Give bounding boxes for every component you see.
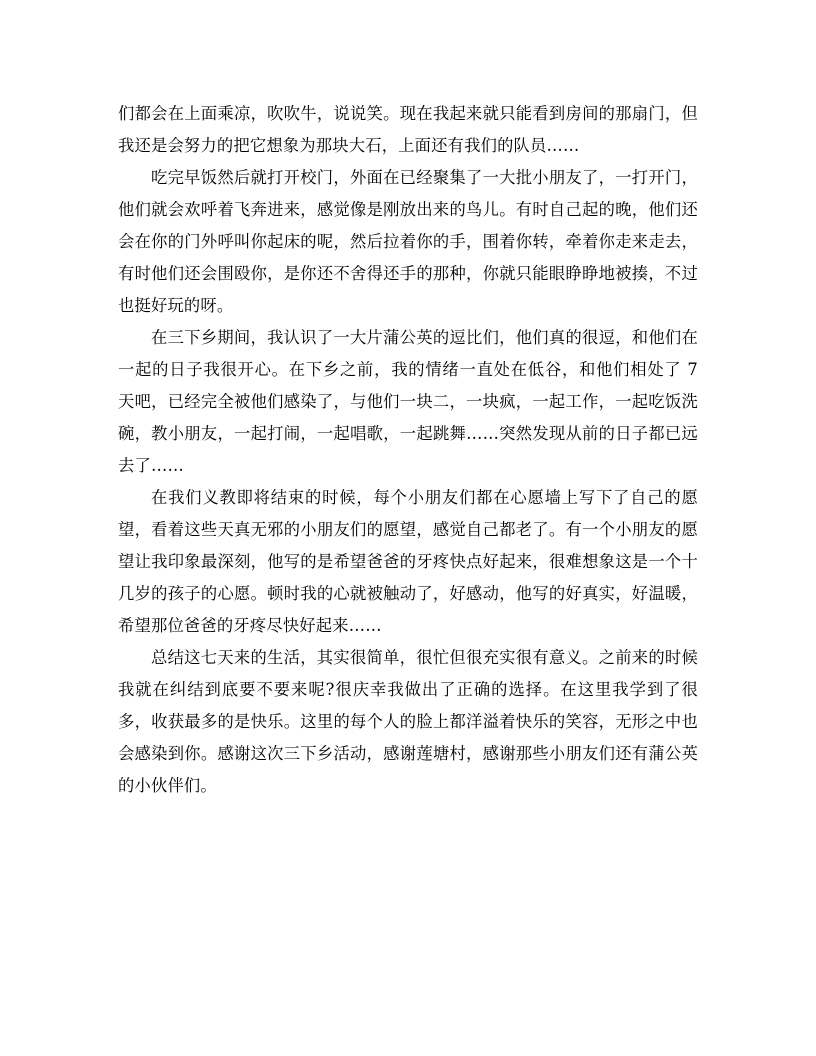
paragraph-2: 吃完早饭然后就打开校门，外面在已经聚集了一大批小朋友了，一打开门，他们就会欢呼着飞奔进来，感觉像是刚放出来的鸟儿。有时自己起的晚，他们还会在你的门外呼叫你起床的呢，然后拉着你的手，围着你转，牵着你走来走去，有时他们还会围殴你，是你还不舍得还手的那种，你就只能眼睁睁地被揍，不过也挺好玩的呀。	[118, 168, 698, 315]
paragraph-1: 们都会在上面乘凉，吹吹牛，说说笑。现在我起来就只能看到房间的那扇门，但我还是会努力的把它想象为那块大石，上面还有我们的队员……	[118, 104, 698, 155]
paragraph-4: 在我们义教即将结束的时候，每个小朋友们都在心愿墙上写下了自己的愿望，看着这些天真无邪的小朋友们的愿望，感觉自己都老了。有一个小朋友的愿望让我印象最深刻，他写的是希望爸爸的牙疼快点好起来，很难想象这是一个十几岁的孩子的心愿。顿时我的心就被触动了，好感动，他写的好真实，好温暖，希望那位爸爸的牙疼尽快好起来……	[118, 488, 698, 635]
paragraph-3: 在三下乡期间，我认识了一大片蒲公英的逗比们，他们真的很逗，和他们在一起的日子我很开心。在下乡之前，我的情绪一直处在低谷，和他们相处了 7 天吧，已经完全被他们感染了，与他们一块二，一块疯，一起工作，一起吃饭洗碗，教小朋友，一起打闹，一起唱歌，一起跳舞……突然发现从前的日子都已远去了……	[118, 328, 698, 475]
document-body	[118, 98, 698, 802]
paragraph-5: 总结这七天来的生活，其实很简单，很忙但很充实很有意义。之前来的时候我就在纠结到底要不要来呢?很庆幸我做出了正确的选择。在这里我学到了很多，收获最多的是快乐。这里的每个人的脸上都洋溢着快乐的笑容，无形之中也会感染到你。感谢这次三下乡活动，感谢莲塘村，感谢那些小朋友们还有蒲公英的小伙伴们。	[118, 648, 698, 795]
